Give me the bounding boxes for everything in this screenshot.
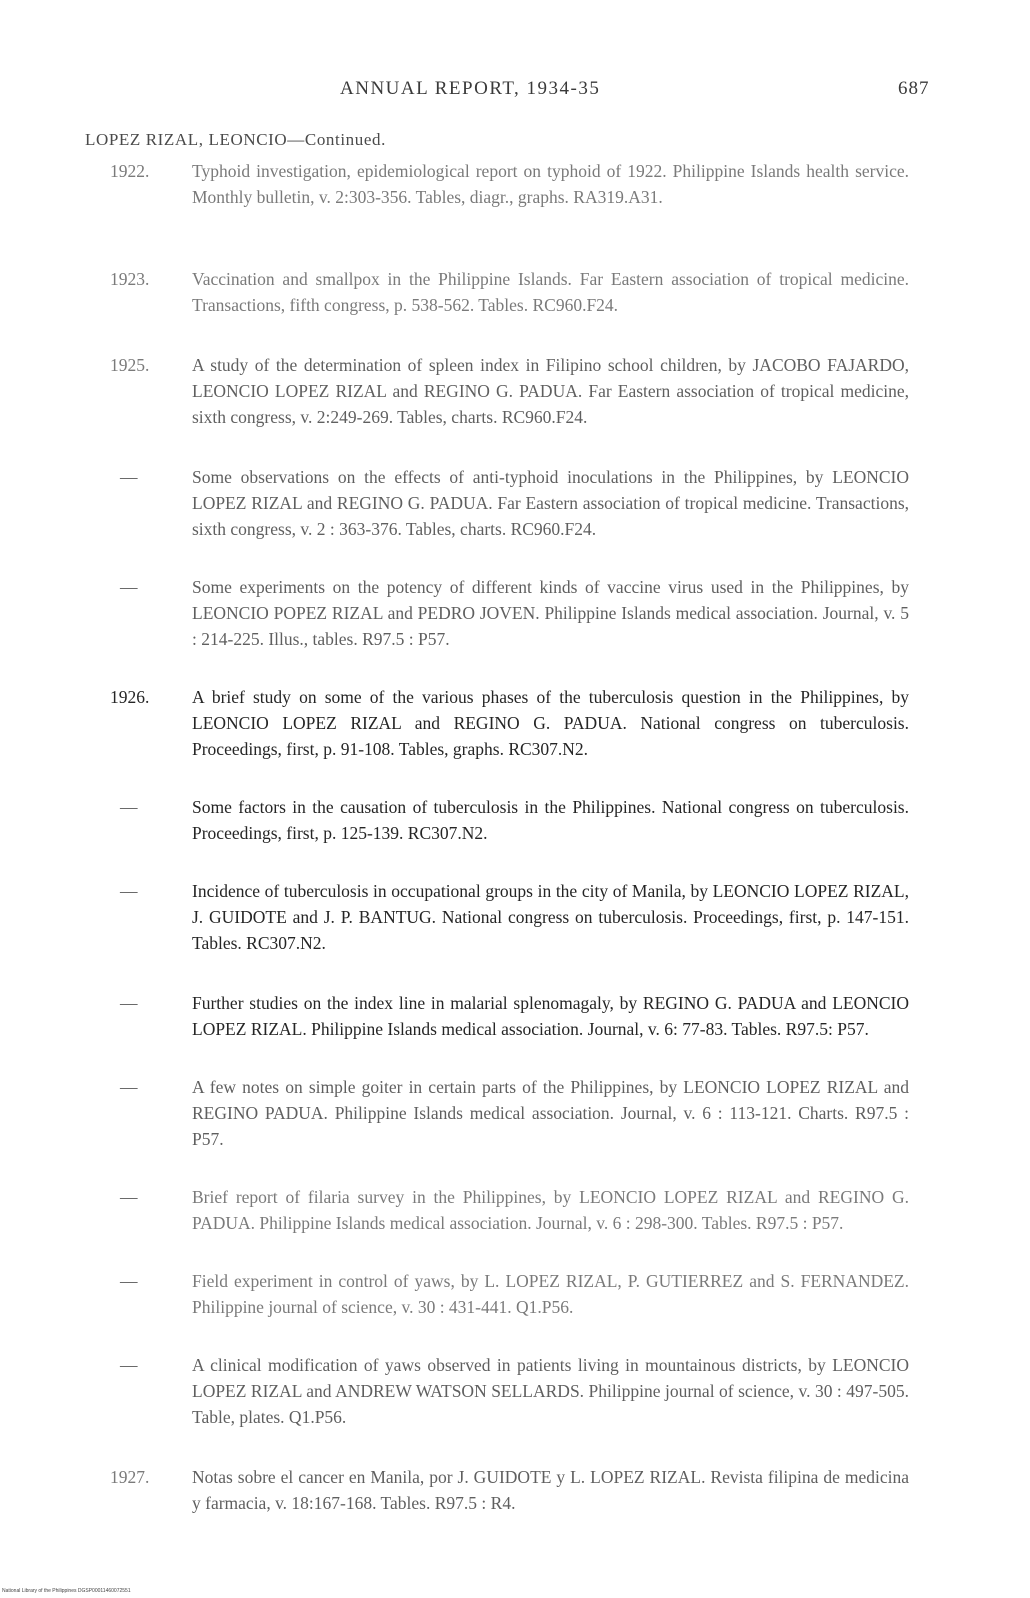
entry-year: 1927. <box>110 1467 150 1487</box>
bibliography-entry <box>0 990 1030 1070</box>
entry-text: Some factors in the causation of tuberculosis in the Philippines. National congress on tuberculosis. Proceedings, first, p. 125-139. RC307.N2. <box>192 797 909 843</box>
bibliography-entry <box>0 794 1030 874</box>
entry-text: Field experiment in control of yaws, by L. LOPEZ RIZAL, P. GUTIERREZ and S. FERNANDEZ. Philippine journal of science, v. 30 : 431-441. Q1.P56. <box>192 1271 909 1317</box>
bibliography-entry <box>0 266 1030 348</box>
entry-ditto-dash: — <box>120 881 138 901</box>
entry-year: 1925. <box>110 355 150 375</box>
entry-text: A few notes on simple goiter in certain parts of the Philippines, by LEONCIO LOPEZ RIZAL and REGINO PADUA. Philippine Islands medical association. Journal, v. 6 : 113-121. Charts. R97.5 : P57. <box>192 1077 909 1149</box>
bibliography-entry <box>0 1074 1030 1180</box>
bibliography-entry <box>0 684 1030 790</box>
entry-ditto-dash: — <box>120 797 138 817</box>
entry-text: Notas sobre el cancer en Manila, por J. GUIDOTE y L. LOPEZ RIZAL. Revista filipina de medicina y farmacia, v. 18:167-168. Tables. R97.5 : R4. <box>192 1467 909 1513</box>
bibliography-entry <box>0 1184 1030 1264</box>
bibliography-entry <box>0 1464 1030 1544</box>
entry-ditto-dash: — <box>120 1187 138 1207</box>
page-header <box>0 78 1030 108</box>
bibliography-entries <box>0 158 1030 1548</box>
entry-ditto-dash: — <box>120 467 138 487</box>
entry-text: Vaccination and smallpox in the Philippine Islands. Far Eastern association of tropical medicine. Transactions, fifth congress, p. 538-562. Tables. RC960.F24. <box>192 269 909 315</box>
entry-text: A brief study on some of the various phases of the tuberculosis question in the Philippines, by LEONCIO LOPEZ RIZAL and REGINO G. PADUA. National congress on tuberculosis. Proceedings, first, p. 91-108. Tables, graphs. RC307.N2. <box>192 687 909 759</box>
page-number: 687 <box>898 78 930 99</box>
bibliography-entry <box>0 158 1030 262</box>
bibliography-entry <box>0 878 1030 986</box>
entry-ditto-dash: — <box>120 1077 138 1097</box>
entry-text: Typhoid investigation, epidemiological report on typhoid of 1922. Philippine Islands health service. Monthly bulletin, v. 2:303-356. Tables, diagr., graphs. RA319.A31. <box>192 161 909 207</box>
entry-ditto-dash: — <box>120 993 138 1013</box>
entry-text: A clinical modification of yaws observed in patients living in mountainous districts, by LEONCIO LOPEZ RIZAL and ANDREW WATSON SELLARDS. Philippine journal of science, v. 30 : 497-505. Table, plates. Q1.P56. <box>192 1355 909 1427</box>
entry-ditto-dash: — <box>120 577 138 597</box>
entry-year: 1922. <box>110 161 150 181</box>
entry-year: 1923. <box>110 269 150 289</box>
bibliography-entry <box>0 464 1030 570</box>
entry-text: Some experiments on the potency of different kinds of vaccine virus used in the Philippines, by LEONCIO POPEZ RIZAL and PEDRO JOVEN. Philippine Islands medical association. Journal, v. 5 : 214-225. Illus., tables. R97.5 : P57. <box>192 577 909 649</box>
bibliography-entry <box>0 1268 1030 1348</box>
entry-text: Further studies on the index line in malarial splenomagaly, by REGINO G. PADUA and LEONCIO LOPEZ RIZAL. Philippine Islands medical association. Journal, v. 6: 77-83. Tables. R97.5: P57. <box>192 993 909 1039</box>
running-title: ANNUAL REPORT, 1934-35 <box>340 78 601 99</box>
entry-text: Brief report of filaria survey in the Philippines, by LEONCIO LOPEZ RIZAL and REGINO G. PADUA. Philippine Islands medical association. Journal, v. 6 : 298-300. Tables. R97.5 : P57. <box>192 1187 909 1233</box>
entry-ditto-dash: — <box>120 1271 138 1291</box>
bibliography-entry <box>0 574 1030 680</box>
entry-text: Some observations on the effects of anti-typhoid inoculations in the Philippines, by LEONCIO LOPEZ RIZAL and REGINO G. PADUA. Far Eastern association of tropical medicine. Transactions, sixth congress, v. 2 : 363-376. Tables, charts. RC960.F24. <box>192 467 909 539</box>
author-heading: LOPEZ RIZAL, LEONCIO—Continued. <box>85 130 386 149</box>
entry-year: 1926. <box>110 687 150 707</box>
entry-ditto-dash: — <box>120 1355 138 1375</box>
bibliography-entry <box>0 1352 1030 1460</box>
entry-text: Incidence of tuberculosis in occupational groups in the city of Manila, by LEONCIO LOPEZ RIZAL, J. GUIDOTE and J. P. BANTUG. National congress on tuberculosis. Proceedings, first, p. 147-151. Tables. RC307.N2. <box>192 881 909 953</box>
entry-text: A study of the determination of spleen index in Filipino school children, by JACOBO FAJARDO, LEONCIO LOPEZ RIZAL and REGINO G. PADUA. Far Eastern association of tropical medicine, sixth congress, v. 2:249-269. Tables, charts. RC960.F24. <box>192 355 909 427</box>
footer-credit: National Library of the Philippines DGSP00011460072551 <box>2 1588 131 1594</box>
bibliography-entry <box>0 352 1030 460</box>
